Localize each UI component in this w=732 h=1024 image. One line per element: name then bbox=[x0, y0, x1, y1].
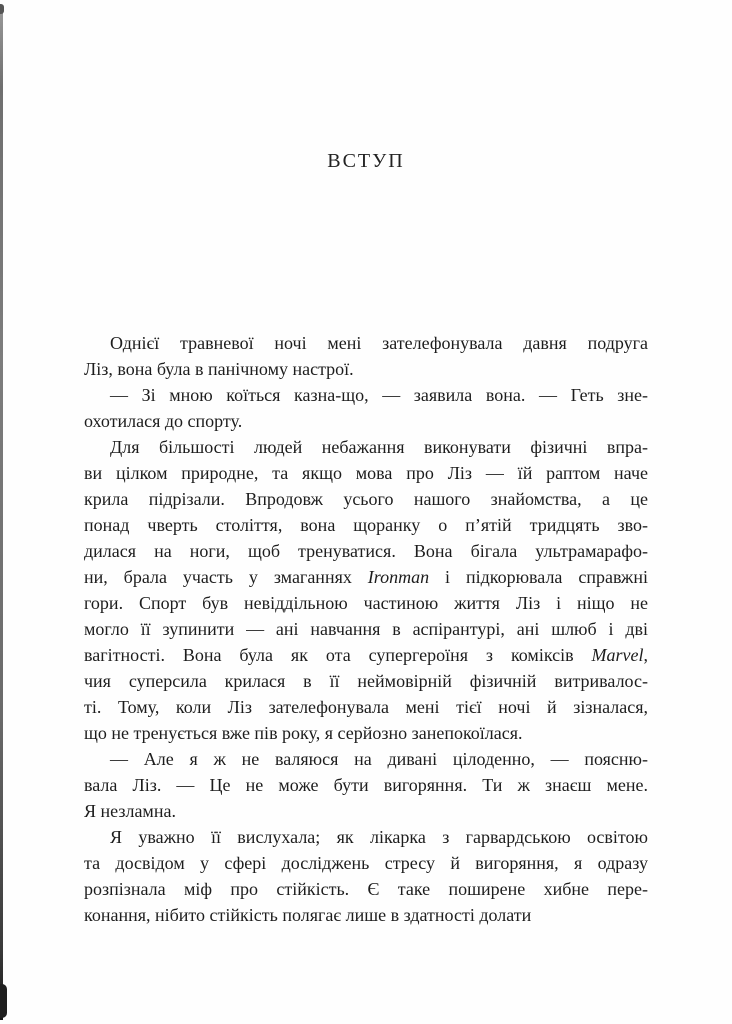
text-line bbox=[84, 746, 648, 772]
text-segment: дилася на ноги, щоб тренуватися. Вона бігала ультрамарафо- bbox=[84, 541, 648, 561]
text-segment: понад чверть століття, вона щоранку о п’ятій тридцять зво- bbox=[84, 515, 648, 535]
text-line bbox=[84, 902, 648, 928]
text-segment: вала Ліз. — Це не може бути вигоряння. Ти ж знаєш мене. bbox=[84, 775, 648, 795]
text-segment: розпізнала міф про стійкість. Є таке поширене хибне пере- bbox=[84, 879, 648, 899]
text-line bbox=[84, 330, 648, 356]
text-segment: Для більшості людей небажання виконувати фізичні впра- bbox=[110, 437, 648, 457]
text-segment: гори. Спорт був невіддільною частиною життя Ліз і ніщо не bbox=[84, 593, 648, 613]
text-segment: ви цілком природне, та якщо мова про Ліз — їй раптом наче bbox=[84, 463, 648, 483]
text-line bbox=[84, 590, 648, 616]
paragraph bbox=[84, 330, 648, 382]
text-line bbox=[84, 382, 648, 408]
text-segment: Я незламна. bbox=[84, 801, 176, 821]
scan-mark-top bbox=[0, 4, 4, 14]
text-line bbox=[84, 460, 648, 486]
text-line bbox=[84, 824, 648, 850]
text-segment: та досвідом у сфері досліджень стресу й вигоряння, я одразу bbox=[84, 853, 648, 873]
text-segment: що не тренується вже пів року, я серйозно занепокоїлася. bbox=[84, 723, 523, 743]
text-segment: і підкорювала справжні bbox=[429, 567, 648, 587]
text-segment: Я уважно її вислухала; як лікарка з гарвардською освітою bbox=[110, 827, 648, 847]
text-line bbox=[84, 642, 648, 668]
text-segment: Однієї травневої ночі мені зателефонувала давня подруга bbox=[110, 333, 648, 353]
text-segment: могло її зупинити — ані навчання в аспірантурі, ані шлюб і дві bbox=[84, 619, 648, 639]
italic-text: Ironman bbox=[367, 567, 430, 587]
text-segment: чия суперсила крилася в її неймовірній фізичній витривалос- bbox=[84, 671, 648, 691]
text-line bbox=[84, 356, 648, 382]
text-segment: охотилася до спорту. bbox=[84, 411, 243, 431]
paragraph bbox=[84, 434, 648, 746]
italic-text: Marvel bbox=[591, 645, 644, 665]
text-line bbox=[84, 616, 648, 642]
text-segment: крила підрізали. Впродовж усього нашого знайомства, а це bbox=[84, 489, 648, 509]
text-line bbox=[84, 772, 648, 798]
paragraph bbox=[84, 824, 648, 928]
text-segment: — Але я ж не валяюся на дивані цілоденно, — поясню- bbox=[110, 749, 648, 769]
text-line bbox=[84, 720, 648, 746]
paragraph bbox=[84, 382, 648, 434]
text-line bbox=[84, 512, 648, 538]
text-segment: — Зі мною коїться казна-що, — заявила вона. — Геть зне- bbox=[110, 385, 648, 405]
chapter-title: ВСТУП bbox=[327, 150, 405, 172]
text-line bbox=[84, 564, 648, 590]
text-segment: конання, нібито стійкість полягає лише в здатності долати bbox=[84, 905, 532, 925]
text-line bbox=[84, 538, 648, 564]
text-line bbox=[84, 434, 648, 460]
text-segment: ті. Тому, коли Ліз зателефонувала мені тієї ночі й зізналася, bbox=[84, 697, 648, 717]
scan-blob-bottom bbox=[0, 984, 7, 1018]
text-segment: , bbox=[643, 645, 648, 665]
text-segment: ни, брала участь у змаганнях bbox=[84, 567, 368, 587]
text-segment: Ліз, вона була в панічному настрої. bbox=[84, 359, 354, 379]
text-line bbox=[84, 876, 648, 902]
body-text bbox=[84, 330, 648, 928]
text-line bbox=[84, 668, 648, 694]
text-line bbox=[84, 694, 648, 720]
text-line bbox=[84, 850, 648, 876]
text-line bbox=[84, 486, 648, 512]
text-segment: вагітності. Вона була як ота супергероїня з коміксів bbox=[84, 645, 592, 665]
text-line bbox=[84, 798, 648, 824]
text-line bbox=[84, 408, 648, 434]
paragraph bbox=[84, 746, 648, 824]
